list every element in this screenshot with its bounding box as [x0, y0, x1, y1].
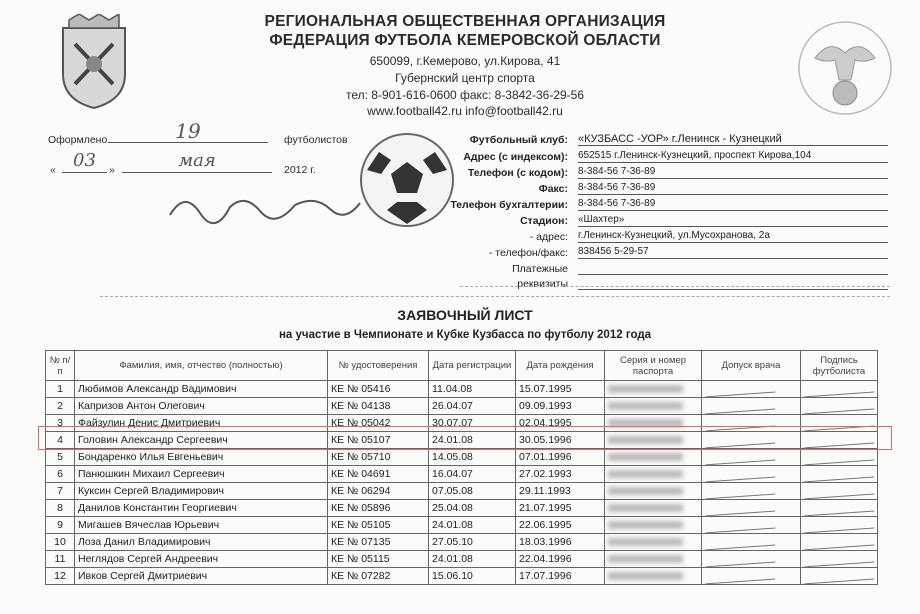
player-signature: [804, 534, 875, 550]
org-address: 650099, г.Кемерово, ул.Кирова, 41: [369, 54, 561, 68]
passport-redacted: [608, 555, 683, 563]
player-id: КЕ № 04138: [328, 398, 429, 415]
row-number: 5: [46, 449, 75, 466]
kemerovo-emblem-icon: [55, 14, 133, 110]
reg-date: 24.01.08: [429, 517, 516, 534]
header-passport: Серия и номер паспорта: [605, 351, 702, 381]
passport-redacted: [608, 453, 683, 461]
passport-cell: [605, 449, 702, 466]
birth-date: 17.07.1996: [516, 568, 605, 585]
passport-redacted: [608, 572, 683, 580]
club-label-1: Адрес (с индексом):: [463, 151, 568, 163]
player-name: Файзулин Денис Дмитриевич: [75, 415, 328, 432]
header-name: Фамилия, имя, отчество (полностью): [75, 351, 328, 381]
player-sign-cell: [801, 568, 878, 585]
club-label-0: Футбольный клуб:: [469, 134, 568, 146]
passport-redacted: [608, 470, 683, 478]
doctor-signature: [705, 551, 776, 567]
date-quote-close: »: [109, 164, 115, 176]
player-id: КЕ № 05105: [328, 517, 429, 534]
player-id: КЕ № 07282: [328, 568, 429, 585]
table-row: [46, 568, 878, 585]
club-label-8: Платежные: [512, 263, 568, 275]
players-table: [45, 350, 878, 585]
player-id: КЕ № 06294: [328, 483, 429, 500]
player-sign-cell: [801, 398, 878, 415]
reg-date: 30.07.07: [429, 415, 516, 432]
birth-date: 22.04.1996: [516, 551, 605, 568]
player-signature: [804, 381, 875, 397]
reg-date: 24.01.08: [429, 432, 516, 449]
doctor-cell: [702, 381, 801, 398]
club-value-6: г.Ленинск-Кузнецкий, ул.Мусохранова, 2а: [578, 230, 888, 243]
player-name: Данилов Константин Георгиевич: [75, 500, 328, 517]
player-name: Куксин Сергей Владимирович: [75, 483, 328, 500]
doctor-signature: [705, 398, 776, 414]
table-header-row: [46, 351, 878, 381]
doctor-signature: [705, 466, 776, 482]
player-id: КЕ № 05896: [328, 500, 429, 517]
passport-cell: [605, 534, 702, 551]
birth-date: 07.01.1996: [516, 449, 605, 466]
date-month: мая: [122, 150, 272, 173]
player-signature: [804, 517, 875, 533]
table-row: [46, 500, 878, 517]
player-signature: [804, 483, 875, 499]
reg-date: 25.04.08: [429, 500, 516, 517]
reg-date: 15.06.10: [429, 568, 516, 585]
dotted-line-2: [100, 296, 890, 297]
doctor-cell: [702, 449, 801, 466]
reg-date: 14.05.08: [429, 449, 516, 466]
player-sign-cell: [801, 449, 878, 466]
registered-count: 19: [108, 120, 268, 143]
player-signature: [804, 466, 875, 482]
player-name: Неглядов Сергей Андреевич: [75, 551, 328, 568]
club-value-7: 838456 5-29-57: [578, 246, 888, 259]
passport-redacted: [608, 538, 683, 546]
player-name: Любимов Александр Вадимович: [75, 381, 328, 398]
reg-date: 26.04.07: [429, 398, 516, 415]
dotted-line-1: [460, 286, 890, 287]
club-label-4: Телефон бухгалтерии:: [450, 199, 568, 211]
player-sign-cell: [801, 483, 878, 500]
player-id: КЕ № 07135: [328, 534, 429, 551]
player-signature: [804, 568, 875, 584]
row-number: 3: [46, 415, 75, 432]
header-id: № удостоверения: [328, 351, 429, 381]
club-value-3: 8-384-56 7-36-89: [578, 182, 888, 195]
birth-date: 15.07.1995: [516, 381, 605, 398]
doctor-cell: [702, 517, 801, 534]
doctor-signature: [705, 483, 776, 499]
passport-cell: [605, 568, 702, 585]
player-id: КЕ № 05107: [328, 432, 429, 449]
birth-date: 18.03.1996: [516, 534, 605, 551]
passport-cell: [605, 483, 702, 500]
row-number: 12: [46, 568, 75, 585]
header-signature: Подпись футболиста: [801, 351, 878, 381]
soccer-ball-icon: [357, 130, 457, 230]
birth-date: 29.11.1993: [516, 483, 605, 500]
player-id: КЕ № 05416: [328, 381, 429, 398]
date-day: 03: [62, 150, 107, 173]
table-row: [46, 551, 878, 568]
reg-date: 16.04.07: [429, 466, 516, 483]
header-reg-date: Дата регистрации: [429, 351, 516, 381]
club-value-5: «Шахтер»: [578, 214, 888, 227]
table-row: [46, 534, 878, 551]
table-row: [46, 517, 878, 534]
players-label: футболистов: [284, 134, 348, 146]
header-birth-date: Дата рождения: [516, 351, 605, 381]
reg-date: 24.01.08: [429, 551, 516, 568]
doctor-signature: [705, 534, 776, 550]
player-name: Ивков Сергей Дмитриевич: [75, 568, 328, 585]
birth-date: 09.09.1993: [516, 398, 605, 415]
sheet-title: ЗАЯВОЧНЫЙ ЛИСТ: [397, 307, 533, 323]
club-label-7: - телефон/факс:: [488, 247, 568, 259]
player-name: Капризов Антон Олегович: [75, 398, 328, 415]
org-phones: тел: 8-901-616-0600 факс: 8-3842-36-29-56: [345, 88, 585, 102]
table-row: [46, 483, 878, 500]
row-number: 1: [46, 381, 75, 398]
sheet-subtitle: на участие в Чемпионате и Кубке Кузбасса по футболу 2012 года: [278, 329, 652, 341]
club-value-2: 8-384-56 7-36-89: [578, 166, 888, 179]
doctor-signature: [705, 381, 776, 397]
reg-date: 27.05.10: [429, 534, 516, 551]
row-highlight-box: [38, 426, 892, 450]
row-number: 2: [46, 398, 75, 415]
date-year: 2012 г.: [284, 164, 316, 176]
birth-date: 02.04.1995: [516, 415, 605, 432]
doctor-cell: [702, 551, 801, 568]
player-id: КЕ № 04691: [328, 466, 429, 483]
doctor-signature: [705, 449, 776, 465]
club-label-9: реквизиты: [517, 278, 568, 290]
passport-redacted: [608, 504, 683, 512]
table-row: [46, 466, 878, 483]
player-sign-cell: [801, 551, 878, 568]
birth-date: 27.02.1993: [516, 466, 605, 483]
player-id: КЕ № 05042: [328, 415, 429, 432]
reg-date: 11.04.08: [429, 381, 516, 398]
row-number: 4: [46, 432, 75, 449]
player-signature: [804, 551, 875, 567]
org-title-line-2: ФЕДЕРАЦИЯ ФУТБОЛА КЕМЕРОВСКОЙ ОБЛАСТИ: [269, 32, 661, 49]
club-value-1: 652515 г.Ленинск-Кузнецкий, проспект Кирова,104: [578, 150, 888, 163]
club-value-9: [578, 277, 888, 290]
org-web: www.football42.ru info@football42.ru: [367, 104, 563, 118]
official-signature: [165, 185, 365, 225]
club-label-3: Факс:: [538, 183, 568, 195]
doctor-signature: [705, 568, 776, 584]
reg-date: 07.05.08: [429, 483, 516, 500]
club-label-2: Телефон (с кодом):: [467, 167, 568, 179]
player-sign-cell: [801, 466, 878, 483]
player-name: Бондаренко Илья Евгеньевич: [75, 449, 328, 466]
row-number: 8: [46, 500, 75, 517]
doctor-cell: [702, 466, 801, 483]
birth-date: 21.07.1995: [516, 500, 605, 517]
player-id: КЕ № 05710: [328, 449, 429, 466]
player-name: Мигашев Вячеслав Юрьевич: [75, 517, 328, 534]
birth-date: 30.05.1996: [516, 432, 605, 449]
club-value-0: «КУЗБАСС -УОР» г.Ленинск - Кузнецкий: [578, 133, 888, 146]
doctor-cell: [702, 500, 801, 517]
player-signature: [804, 398, 875, 414]
doctor-signature: [705, 500, 776, 516]
passport-redacted: [608, 385, 683, 393]
row-number: 7: [46, 483, 75, 500]
passport-cell: [605, 466, 702, 483]
player-name: Панюшкин Михаил Сергеевич: [75, 466, 328, 483]
birth-date: 22.06.1995: [516, 517, 605, 534]
row-number: 10: [46, 534, 75, 551]
player-signature: [804, 449, 875, 465]
doctor-signature: [705, 517, 776, 533]
org-title: [230, 12, 700, 50]
player-signature: [804, 500, 875, 516]
passport-redacted: [608, 402, 683, 410]
table-row: [46, 381, 878, 398]
table-row: [46, 398, 878, 415]
club-value-4: 8-384-56 7-36-89: [578, 198, 888, 211]
player-sign-cell: [801, 534, 878, 551]
row-number: 6: [46, 466, 75, 483]
passport-cell: [605, 398, 702, 415]
club-label-5: Стадион:: [520, 215, 568, 227]
rfs-eagle-emblem-icon: [795, 18, 895, 118]
doctor-cell: [702, 534, 801, 551]
passport-redacted: [608, 487, 683, 495]
header-number: № п/п: [46, 351, 75, 381]
passport-cell: [605, 517, 702, 534]
player-sign-cell: [801, 381, 878, 398]
org-center: Губернский центр спорта: [395, 71, 535, 85]
player-sign-cell: [801, 517, 878, 534]
row-number: 9: [46, 517, 75, 534]
row-number: 11: [46, 551, 75, 568]
club-value-8: [578, 262, 888, 275]
doctor-cell: [702, 398, 801, 415]
doctor-cell: [702, 483, 801, 500]
player-name: Лоза Данил Владимирович: [75, 534, 328, 551]
club-label-6: - адрес:: [529, 231, 568, 243]
header-doctor: Допуск врача: [702, 351, 801, 381]
org-title-line-1: РЕГИОНАЛЬНАЯ ОБЩЕСТВЕННАЯ ОРГАНИЗАЦИЯ: [264, 13, 666, 30]
registered-label: Оформлено: [48, 134, 108, 146]
passport-cell: [605, 381, 702, 398]
player-name: Головин Александр Сергеевич: [75, 432, 328, 449]
passport-cell: [605, 551, 702, 568]
date-quote-open: «: [50, 164, 56, 176]
passport-redacted: [608, 521, 683, 529]
player-sign-cell: [801, 500, 878, 517]
doctor-cell: [702, 568, 801, 585]
passport-cell: [605, 500, 702, 517]
player-id: КЕ № 05115: [328, 551, 429, 568]
table-row: [46, 449, 878, 466]
